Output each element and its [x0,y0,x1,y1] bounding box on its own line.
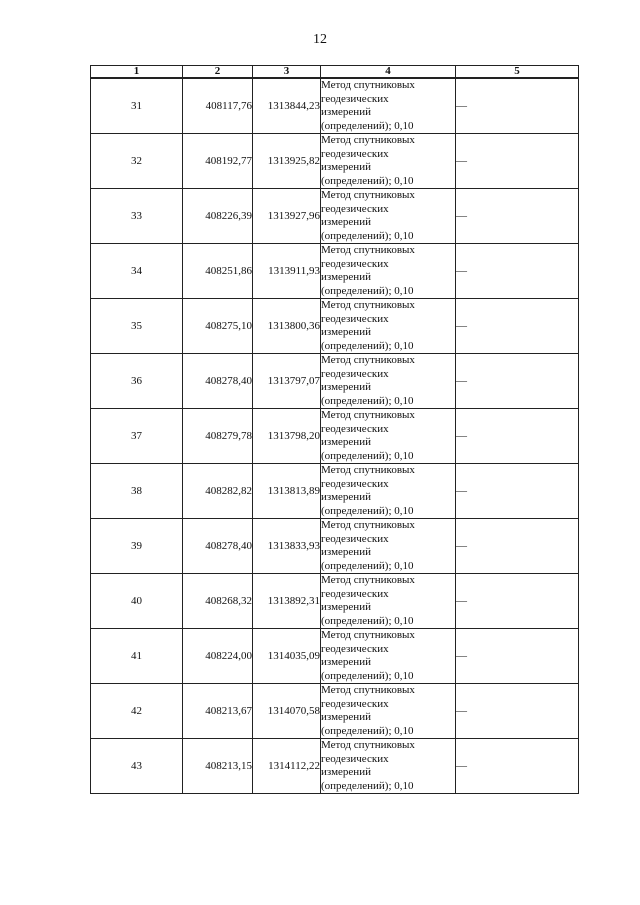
method-line: Метод спутниковых [321,629,415,641]
point-number-cell: 32 [91,134,183,189]
point-number-cell: 36 [91,354,183,409]
point-number-cell: 39 [91,519,183,574]
column-5-cell: — [456,134,579,189]
header-col-5: 5 [456,66,579,79]
method-line: геодезических [321,752,389,765]
method-line: (определений); 0,10 [321,614,414,627]
y-coordinate-cell: 1313927,96 [253,189,321,244]
method-line: (определений); 0,10 [321,119,414,132]
table-row [91,78,579,134]
method-cell [321,629,456,684]
x-coordinate-cell: 408268,32 [183,574,253,629]
table-body [91,78,579,794]
x-coordinate-cell: 408251,86 [183,244,253,299]
column-5-cell: — [456,189,579,244]
table-row [91,189,579,244]
x-coordinate-cell: 408213,15 [183,739,253,794]
x-coordinate-cell: 408226,39 [183,189,253,244]
column-5-cell: — [456,629,579,684]
table-row [91,574,579,629]
y-coordinate-cell: 1313911,93 [253,244,321,299]
method-line: геодезических [321,642,389,655]
method-line: Метод спутниковых [321,739,415,751]
method-line: (определений); 0,10 [321,559,414,572]
table-row [91,464,579,519]
header-row [91,66,579,79]
method-line: Метод спутниковых [321,299,415,311]
method-cell [321,354,456,409]
method-cell [321,519,456,574]
method-line: измерений [321,656,371,668]
method-line: Метод спутниковых [321,354,415,366]
method-line: измерений [321,216,371,228]
table-row [91,244,579,299]
method-line: измерений [321,436,371,448]
method-line: геодезических [321,367,389,380]
y-coordinate-cell: 1313925,82 [253,134,321,189]
method-line: Метод спутниковых [321,684,415,696]
x-coordinate-cell: 408278,40 [183,519,253,574]
method-line: геодезических [321,147,389,160]
header-col-2: 2 [183,66,253,79]
table-row [91,409,579,464]
y-coordinate-cell: 1313892,31 [253,574,321,629]
method-line: измерений [321,381,371,393]
method-line: Метод спутниковых [321,574,415,586]
column-5-cell: — [456,244,579,299]
column-5-cell: — [456,739,579,794]
x-coordinate-cell: 408275,10 [183,299,253,354]
method-line: измерений [321,106,371,118]
y-coordinate-cell: 1314112,22 [253,739,321,794]
method-cell [321,299,456,354]
y-coordinate-cell: 1314070,58 [253,684,321,739]
column-5-cell: — [456,684,579,739]
method-line: Метод спутниковых [321,79,415,91]
method-line: измерений [321,601,371,613]
x-coordinate-cell: 408213,67 [183,684,253,739]
y-coordinate-cell: 1313813,89 [253,464,321,519]
point-number-cell: 33 [91,189,183,244]
method-cell [321,684,456,739]
point-number-cell: 38 [91,464,183,519]
table-row [91,684,579,739]
method-line: Метод спутниковых [321,134,415,146]
point-number-cell: 31 [91,78,183,134]
method-cell [321,574,456,629]
method-line: Метод спутниковых [321,519,415,531]
table-row [91,739,579,794]
method-cell [321,189,456,244]
method-line: измерений [321,271,371,283]
method-line: Метод спутниковых [321,409,415,421]
y-coordinate-cell: 1313798,20 [253,409,321,464]
x-coordinate-cell: 408282,82 [183,464,253,519]
header-col-1: 1 [91,66,183,79]
table-row [91,629,579,684]
x-coordinate-cell: 408117,76 [183,78,253,134]
method-line: (определений); 0,10 [321,779,414,792]
x-coordinate-cell: 408278,40 [183,354,253,409]
method-cell [321,464,456,519]
point-number-cell: 42 [91,684,183,739]
table-row [91,354,579,409]
method-line: (определений); 0,10 [321,724,414,737]
table-row [91,299,579,354]
x-coordinate-cell: 408192,77 [183,134,253,189]
method-line: геодезических [321,477,389,490]
y-coordinate-cell: 1313800,36 [253,299,321,354]
method-cell [321,134,456,189]
method-line: (определений); 0,10 [321,174,414,187]
point-number-cell: 41 [91,629,183,684]
table-row [91,134,579,189]
method-cell [321,244,456,299]
point-number-cell: 35 [91,299,183,354]
column-5-cell: — [456,299,579,354]
method-line: (определений); 0,10 [321,229,414,242]
y-coordinate-cell: 1313833,93 [253,519,321,574]
y-coordinate-cell: 1313844,23 [253,78,321,134]
method-line: (определений); 0,10 [321,449,414,462]
column-5-cell: — [456,78,579,134]
method-line: геодезических [321,587,389,600]
point-number-cell: 40 [91,574,183,629]
method-line: измерений [321,326,371,338]
method-line: геодезических [321,312,389,325]
method-line: измерений [321,711,371,723]
y-coordinate-cell: 1314035,09 [253,629,321,684]
method-line: (определений); 0,10 [321,339,414,352]
method-line: (определений); 0,10 [321,394,414,407]
method-line: Метод спутниковых [321,244,415,256]
method-line: измерений [321,766,371,778]
method-line: (определений); 0,10 [321,284,414,297]
x-coordinate-cell: 408279,78 [183,409,253,464]
method-line: (определений); 0,10 [321,504,414,517]
column-5-cell: — [456,354,579,409]
method-line: геодезических [321,697,389,710]
method-line: геодезических [321,532,389,545]
column-5-cell: — [456,409,579,464]
method-cell [321,78,456,134]
method-line: геодезических [321,202,389,215]
table-header [91,66,579,79]
method-line: Метод спутниковых [321,189,415,201]
column-5-cell: — [456,519,579,574]
table-row [91,519,579,574]
method-cell [321,409,456,464]
header-col-4: 4 [321,66,456,79]
method-line: геодезических [321,257,389,270]
method-line: измерений [321,491,371,503]
method-cell [321,739,456,794]
column-5-cell: — [456,574,579,629]
coordinates-table [90,65,579,794]
method-line: геодезических [321,422,389,435]
method-line: геодезических [321,92,389,105]
page-number: 12 [313,32,327,47]
point-number-cell: 43 [91,739,183,794]
header-col-3: 3 [253,66,321,79]
method-line: измерений [321,546,371,558]
x-coordinate-cell: 408224,00 [183,629,253,684]
column-5-cell: — [456,464,579,519]
method-line: измерений [321,161,371,173]
method-line: (определений); 0,10 [321,669,414,682]
point-number-cell: 37 [91,409,183,464]
method-line: Метод спутниковых [321,464,415,476]
y-coordinate-cell: 1313797,07 [253,354,321,409]
point-number-cell: 34 [91,244,183,299]
